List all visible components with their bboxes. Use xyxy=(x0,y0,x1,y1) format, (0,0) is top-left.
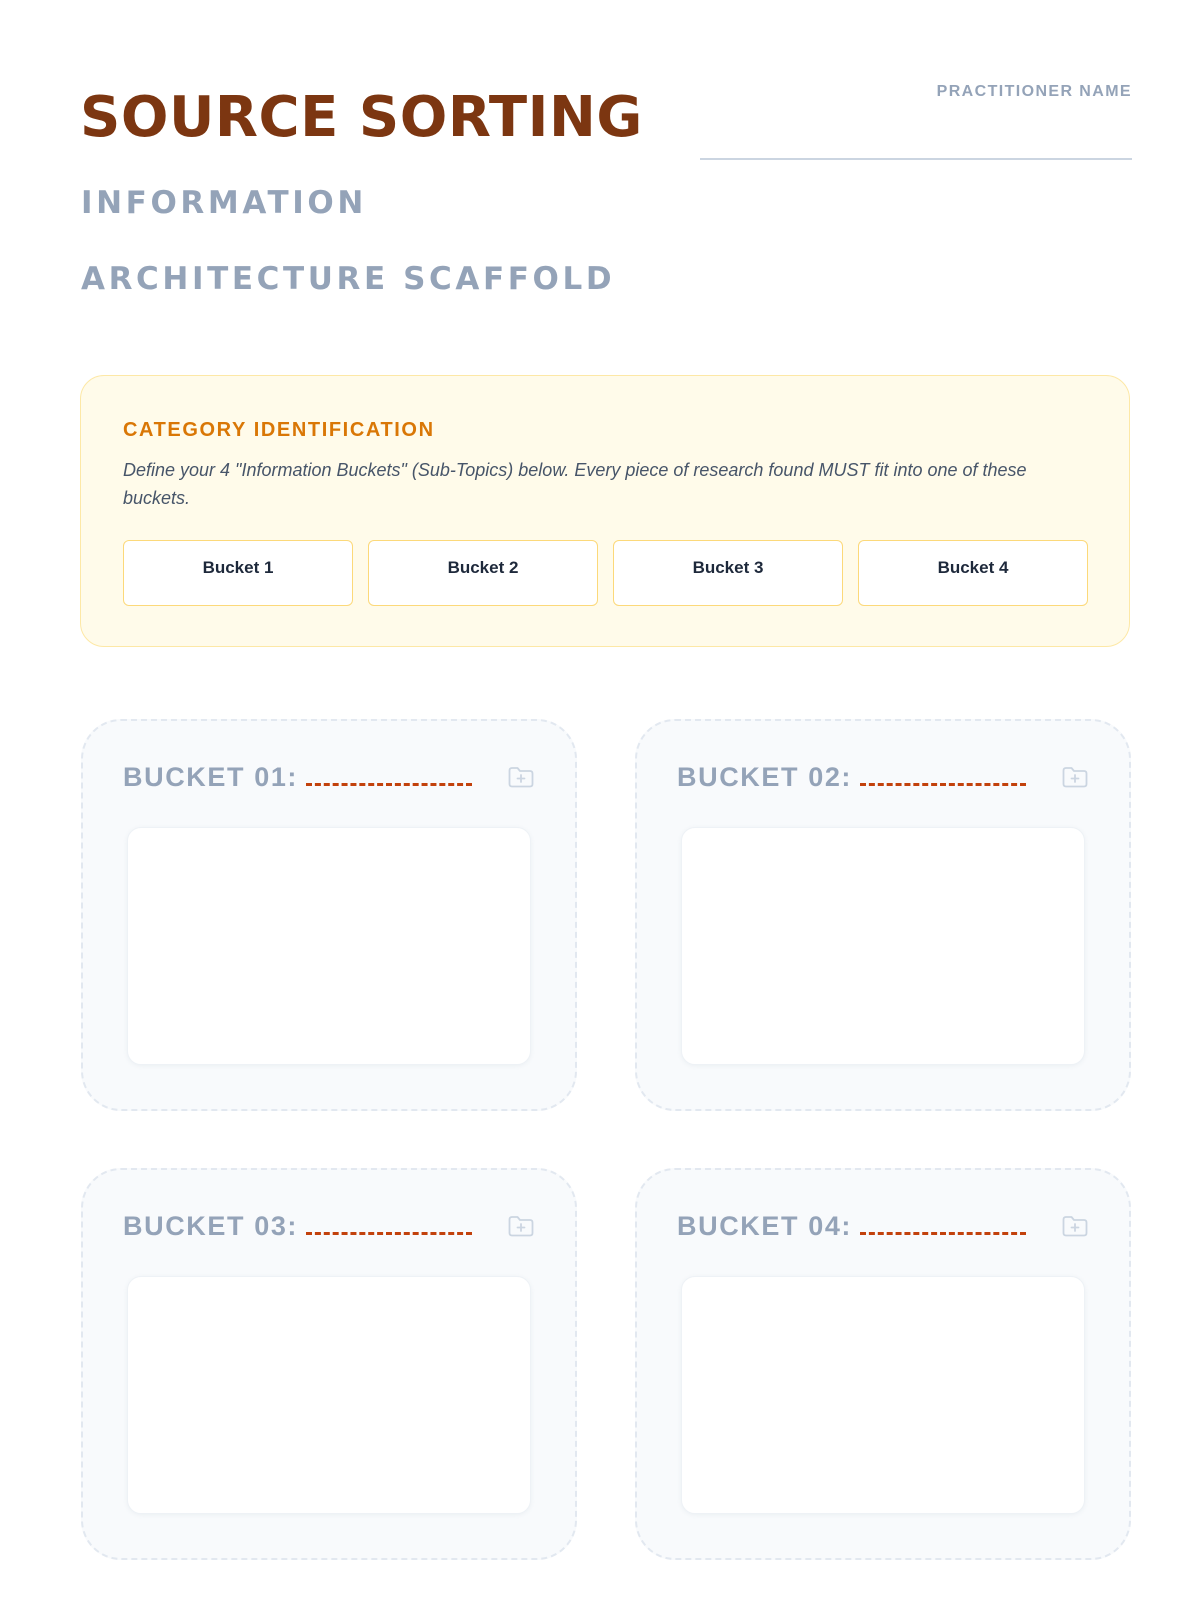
bucket-card-label: BUCKET 01: xyxy=(123,762,299,792)
bucket-name-blank[interactable] xyxy=(860,775,1026,786)
category-identification-title: CATEGORY IDENTIFICATION xyxy=(123,419,435,441)
bucket-name-inputs xyxy=(123,540,1089,606)
bucket-card-label: BUCKET 03: xyxy=(123,1211,299,1241)
bucket-notes-area[interactable] xyxy=(127,827,531,1065)
bucket-card-04 xyxy=(635,1168,1131,1560)
bucket-card-02 xyxy=(635,719,1131,1111)
practitioner-name-field[interactable] xyxy=(700,80,1132,160)
bucket-card-header xyxy=(123,1210,472,1242)
page-subtitle-line-1: INFORMATION xyxy=(81,185,367,221)
bucket-name-blank[interactable] xyxy=(860,1224,1026,1235)
page-title: SOURCE SORTING xyxy=(80,85,643,150)
folder-plus-icon xyxy=(1061,765,1089,789)
folder-plus-icon xyxy=(507,1214,535,1238)
folder-plus-icon xyxy=(507,765,535,789)
bucket-name-blank[interactable] xyxy=(306,1224,472,1235)
bucket-3-name-input[interactable]: Bucket 3 xyxy=(613,540,843,606)
bucket-notes-area[interactable] xyxy=(681,827,1085,1065)
bucket-notes-area[interactable] xyxy=(681,1276,1085,1514)
practitioner-name-label: PRACTITIONER NAME xyxy=(936,83,1132,100)
bucket-4-name-input[interactable]: Bucket 4 xyxy=(858,540,1088,606)
bucket-card-header xyxy=(677,1210,1026,1242)
bucket-2-name-input[interactable]: Bucket 2 xyxy=(368,540,598,606)
bucket-name-blank[interactable] xyxy=(306,775,472,786)
practitioner-name-line[interactable] xyxy=(700,158,1132,160)
category-instructions: Define your 4 "Information Buckets" (Sub-Topics) below. Every piece of research found MUST fit into one of these buckets. xyxy=(123,460,1027,508)
folder-plus-icon xyxy=(1061,1214,1089,1238)
category-identification-panel xyxy=(80,375,1130,647)
bucket-card-01 xyxy=(81,719,577,1111)
page-subtitle-line-2: ARCHITECTURE SCAFFOLD xyxy=(81,261,616,297)
bucket-card-label: BUCKET 02: xyxy=(677,762,853,792)
bucket-card-03 xyxy=(81,1168,577,1560)
bucket-notes-area[interactable] xyxy=(127,1276,531,1514)
bucket-card-header xyxy=(677,761,1026,793)
bucket-card-label: BUCKET 04: xyxy=(677,1211,853,1241)
bucket-1-name-input[interactable]: Bucket 1 xyxy=(123,540,353,606)
bucket-card-header xyxy=(123,761,472,793)
